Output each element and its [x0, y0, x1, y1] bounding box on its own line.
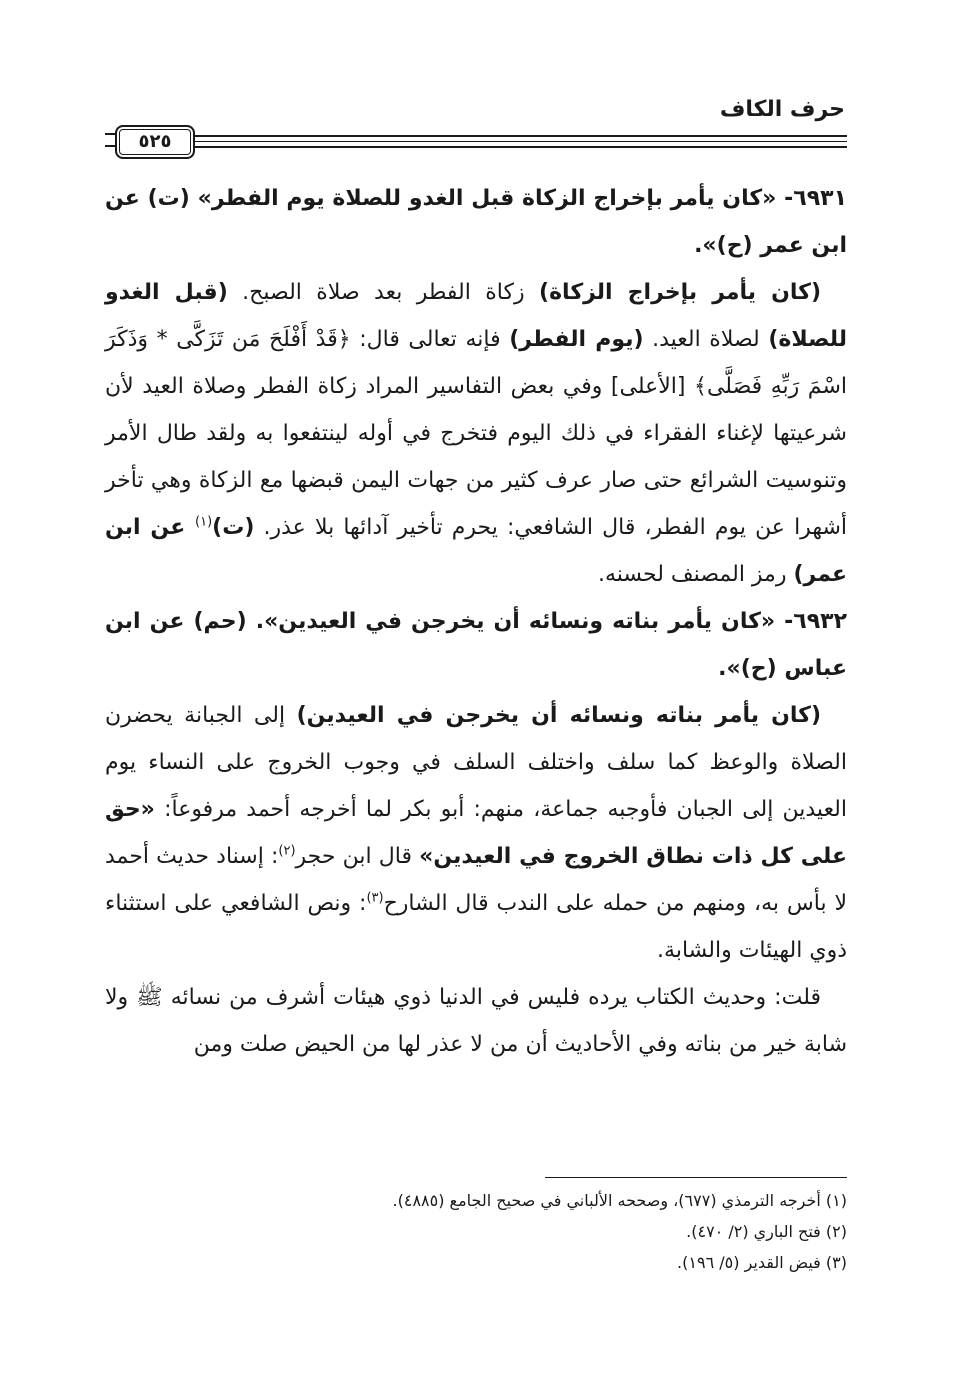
page-number-box [115, 125, 195, 159]
text-run: : ونص الشافعي على استثناء ذوي الهيئات والشابة. [105, 891, 847, 963]
text-run: رمز المصنف لحسنه. [597, 562, 794, 587]
page [105, 95, 847, 1325]
hadith-entry-heading: ٦٩٣٢- «كان يأمر بناته ونسائه أن يخرجن في العيدين». (حم) عن ابن عباس (ح)». [105, 609, 847, 681]
hadith-entry-heading: ٦٩٣١- «كان يأمر بإخراج الزكاة قبل الغدو للصلاة يوم الفطر» (ت) عن ابن عمر (ح)». [105, 186, 847, 258]
page-number-ornament [105, 133, 115, 147]
header-rule [195, 135, 847, 137]
page-body [105, 175, 847, 1068]
text-run: لصلاة العيد. [643, 327, 769, 352]
bold-phrase: (يوم الفطر) [509, 327, 644, 352]
bold-phrase: «حق على كل ذات نطاق الخروج في العيدين» [105, 797, 847, 869]
bold-phrase: (قبل الغدو للصلاة) [105, 280, 847, 352]
footnote-ref[interactable]: (٢) [278, 843, 296, 859]
page-number: ٥٢٥ [138, 131, 172, 152]
bold-phrase: (كان يأمر بإخراج الزكاة) [539, 280, 821, 305]
text-run: : إسناد حديث أحمد لا بأس به، ومنهم من حمله على الندب قال الشارح [105, 844, 848, 916]
footnote-ref[interactable]: (٣) [366, 890, 384, 906]
text-run: زكاة الفطر بعد صلاة الصبح. [227, 280, 540, 305]
text-run: إلى الجبانة يحضرن الصلاة والوعظ كما سلف واختلف السلف في وجوب الخروج على النساء يوم العيدين إلى الجبان فأوجبه جماعة، منهم: أبو بكر لما أخرجه أحمد مرفوعاً: [105, 703, 847, 822]
header-rule [195, 141, 847, 142]
bold-phrase: عن ابن عمر) [105, 515, 847, 587]
header-rule [195, 146, 847, 148]
footnote: (٣) فيض القدير (٥/ ١٩٦). [677, 1253, 847, 1272]
footnotes [105, 1185, 847, 1278]
text-run: قال ابن حجر [295, 844, 420, 869]
footnote-ref[interactable]: (١) [195, 514, 213, 530]
bold-phrase: (ت) [212, 515, 255, 540]
commentary-paragraph [105, 269, 847, 598]
commentary-paragraph [105, 692, 847, 974]
footnote-separator [545, 1177, 847, 1178]
chapter-title: حرف الكاف [719, 97, 845, 122]
text-run: فإنه تعالى قال: ﴿قَدْ أَفْلَحَ مَن تَزَكَّى * وَذَكَرَ اسْمَ رَبِّهِ فَصَلَّى﴾ [الأعلى] وفي بعض التفاسير المراد زكاة الفطر وصلاة العيد لأن شرعيتها لإغناء الفقراء في ذلك اليوم فتخرج في أوله لينتفعوا به ولقد طال الأمر وتنوسيت الشرائع حتى صار عرف كثير من جهات اليمن قبضها مع الزكاة وهي تأخر أشهرا عن يوم الفطر، قال الشافعي: يحرم تأخير آدائها بلا عذر. [105, 327, 848, 540]
page-header [105, 95, 847, 153]
footnote: (٢) فتح الباري (٢/ ٤٧٠). [686, 1222, 847, 1241]
commentary-paragraph: قلت: وحديث الكتاب يرده فليس في الدنيا ذوي هيئات أشرف من نسائه ﷺ ولا شابة خير من بناته وفي الأحاديث أن من لا عذر لها من الحيض صلت ومن [105, 985, 847, 1057]
footnote: (١) أخرجه الترمذي (٦٧٧)، وصححه الألباني في صحيح الجامع (٤٨٨٥). [392, 1191, 847, 1210]
bold-phrase: (كان يأمر بناته ونسائه أن يخرجن في العيدين) [296, 703, 822, 728]
